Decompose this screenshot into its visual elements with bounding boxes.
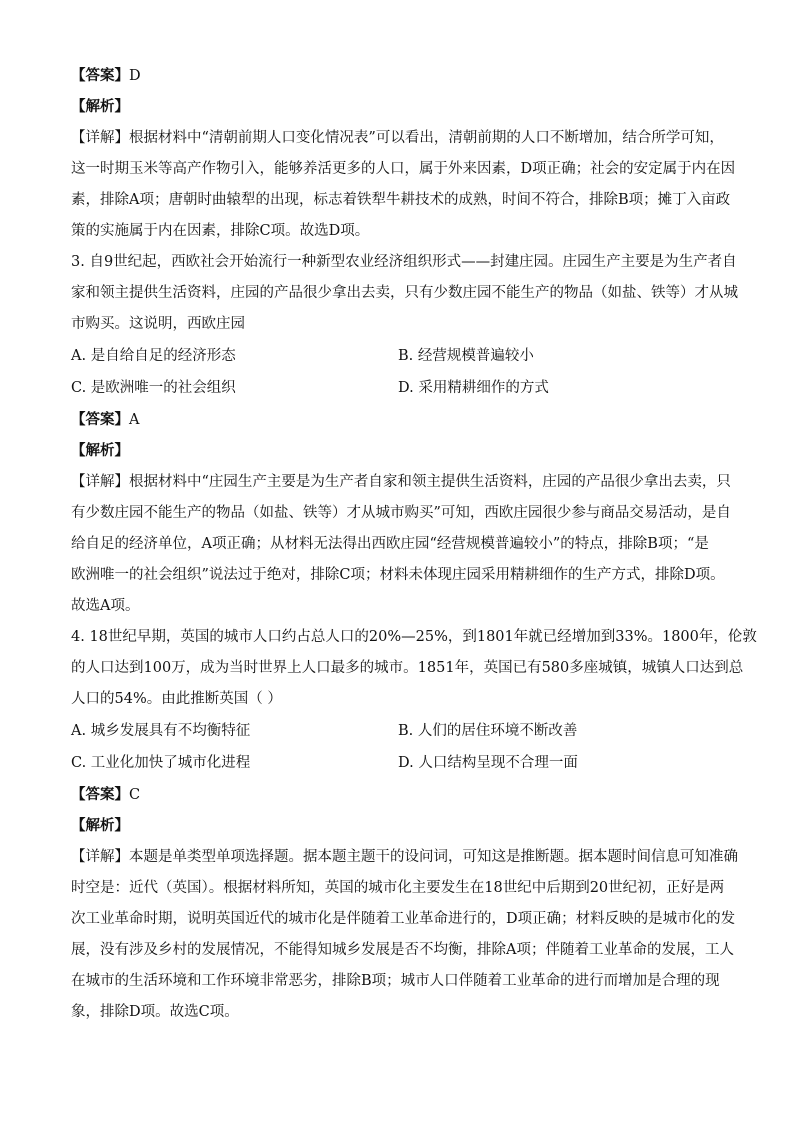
q2-answer (71, 66, 725, 86)
q4-detail-line: 时空是：近代（英国）。根据材料所知，英国的城市化主要发生在18世纪中后期到20世纪初，正好是两 (71, 880, 725, 896)
q4-stem-line: 的人口达到100万，成为当时世界上人口最多的城市。1851年，英国已有580多座城镇，城镇人口达到总 (71, 660, 744, 676)
q4-detail-line: 次工业革命时期，说明英国近代的城市化是伴随着工业革命进行的，D项正确；材料反映的是城市化的发 (71, 911, 736, 927)
q4-option-a: A. 城乡发展具有不均衡特征 (71, 723, 251, 739)
q2-detail-line: 【详解】根据材料中“清朝前期人口变化情况表”可以看出，清朝前期的人口不断增加，结合所学可知， (71, 130, 724, 146)
q3-stem-line: 家和领主提供生活资料，庄园的产品很少拿出去卖，只有少数庄园不能生产的物品（如盐、铁等）才从城 (71, 285, 738, 301)
answer-value: A (129, 412, 140, 428)
q3-detail-line: 欧洲唯一的社会组织”说法过于绝对，排除C项；材料未体现庄园采用精耕细作的生产方式，排除D项。 (71, 567, 725, 583)
q2-analysis-label: 【解析】 (71, 98, 129, 115)
answer-value: D (129, 68, 141, 84)
q3-detail-line: 故选A项。 (71, 598, 140, 614)
q3-option-d: D. 采用精耕细作的方式 (398, 380, 549, 396)
q4-detail-line: 在城市的生活环境和工作环境非常恶劣，排除B项；城市人口伴随着工业革命的进行而增加是合理的现 (71, 973, 720, 989)
q4-detail-line: 展，没有涉及乡村的发展情况，不能得知城乡发展是否不均衡，排除A项；伴随着工业革命的发展，工人 (71, 942, 734, 958)
q2-detail-line: 策的实施属于内在因素，排除C项。故选D项。 (71, 223, 370, 239)
q3-detail-line: 给自足的经济单位，A项正确；从材料无法得出西欧庄园“经营规模普遍较小”的特点，排除B项；“是 (71, 536, 709, 552)
q3-stem-line: 市购买。这说明，西欧庄园 (71, 316, 245, 332)
q4-stem-line: 4. 18世纪早期，英国的城市人口约占总人口的20%—25%，到1801年就已经增加到33%。1800年，伦敦 (71, 629, 757, 645)
answer-label: 【答案】 (71, 411, 129, 428)
q4-detail-line: 象，排除D项。故选C项。 (71, 1004, 239, 1020)
q4-option-b: B. 人们的居住环境不断改善 (398, 723, 578, 739)
q3-detail-line: 有少数庄园不能生产的物品（如盐、铁等）才从城市购买”可知，西欧庄园很少参与商品交易活动，是自 (71, 505, 731, 521)
q3-detail-line: 【详解】根据材料中“庄园生产主要是为生产者自家和领主提供生活资料，庄园的产品很少拿出去卖，只 (71, 474, 731, 490)
q3-option-c: C. 是欧洲唯一的社会组织 (71, 380, 236, 396)
q4-stem-line: 人口的54%。由此推断英国（ ） (71, 691, 282, 707)
answer-label: 【答案】 (71, 67, 129, 84)
q4-answer (71, 785, 725, 805)
q3-option-b: B. 经营规模普遍较小 (398, 348, 534, 364)
q4-detail-line: 【详解】本题是单类型单项选择题。据本题主题干的设问词，可知这是推断题。据本题时间信息可知准确 (71, 849, 738, 865)
q3-answer (71, 410, 725, 430)
q4-option-c: C. 工业化加快了城市化进程 (71, 755, 251, 771)
q3-analysis-label: 【解析】 (71, 442, 129, 459)
q4-option-d: D. 人口结构呈现不合理一面 (398, 755, 578, 771)
answer-label: 【答案】 (71, 786, 129, 803)
q4-analysis-label: 【解析】 (71, 817, 129, 834)
q3-option-a: A. 是自给自足的经济形态 (71, 348, 236, 364)
answer-value: C (129, 787, 141, 803)
q3-stem-line: 3. 自9世纪起，西欧社会开始流行一种新型农业经济组织形式——封建庄园。庄园生产主要是为生产者自 (71, 254, 737, 270)
q2-detail-line: 这一时期玉米等高产作物引入，能够养活更多的人口，属于外来因素，D项正确；社会的安定属于内在因 (71, 161, 736, 177)
q2-detail-line: 素，排除A项；唐朝时曲辕犁的出现，标志着铁犁牛耕技术的成熟，时间不符合，排除B项；摊丁入亩政 (71, 192, 731, 208)
